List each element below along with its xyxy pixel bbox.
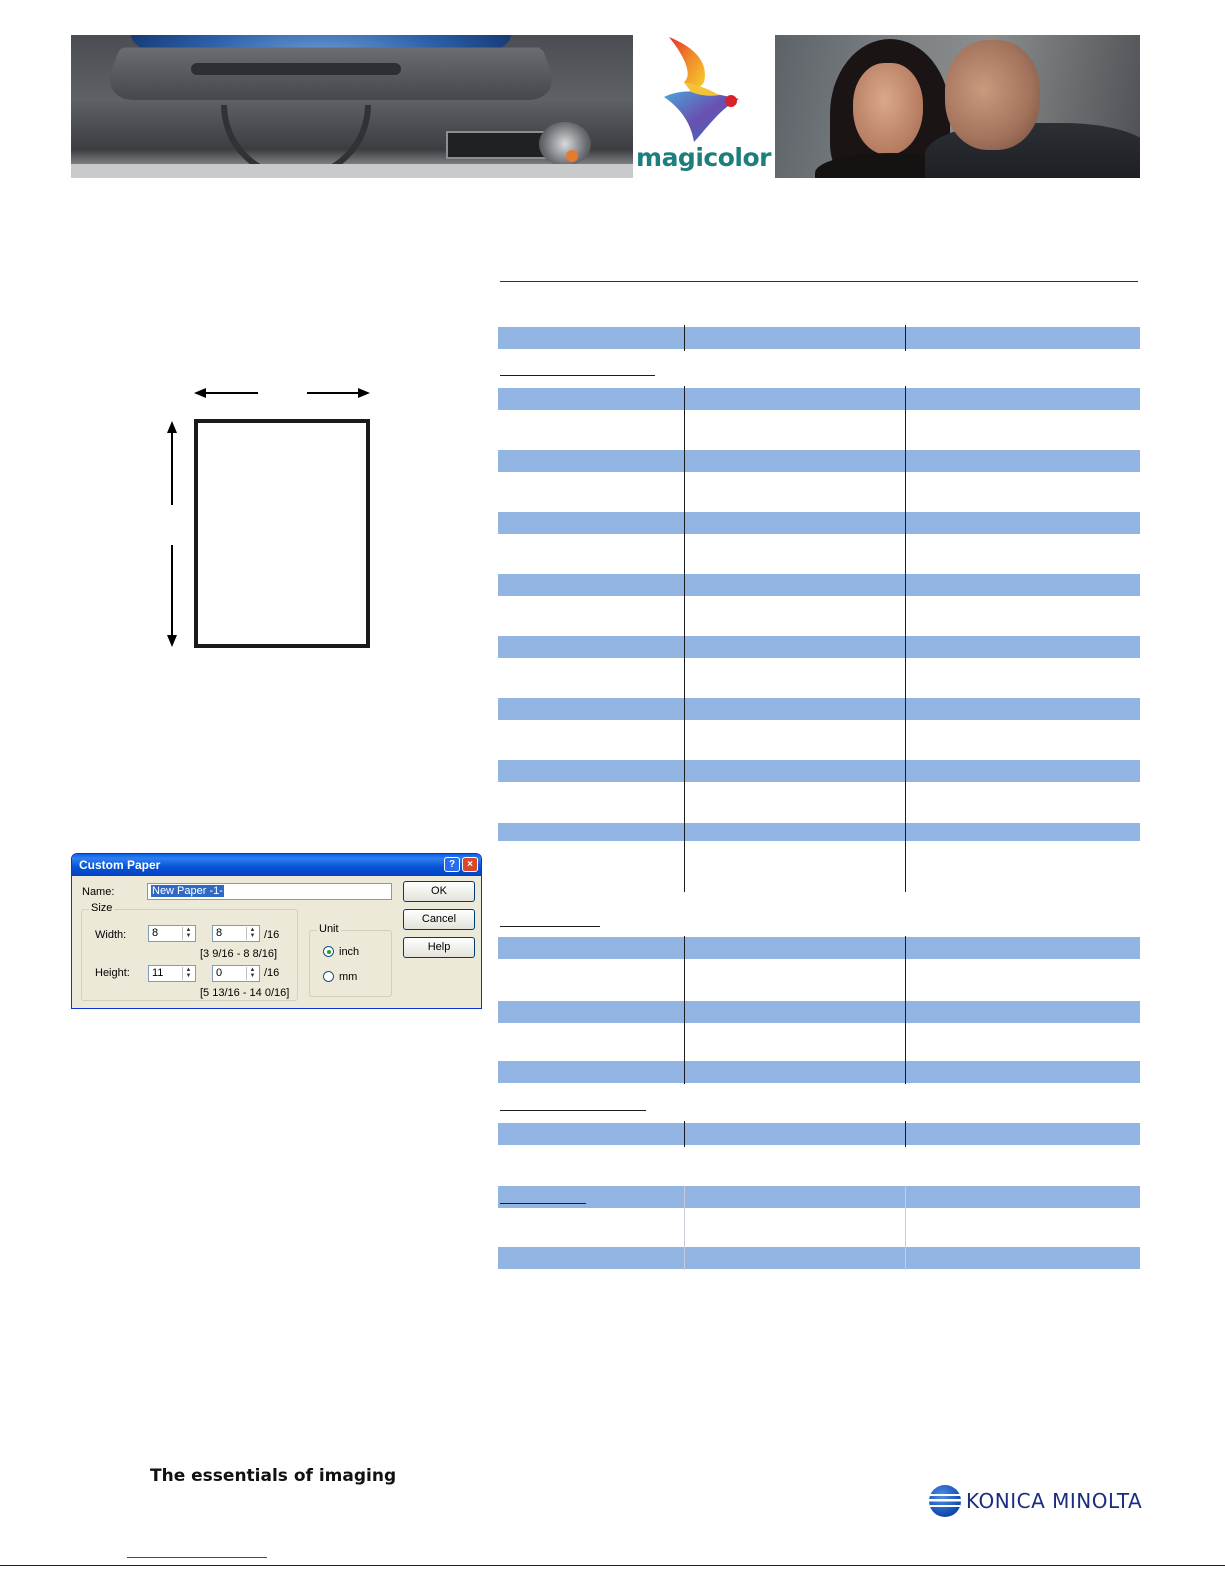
magicolor-wordmark: magicolor — [636, 143, 771, 172]
column-divider — [684, 1121, 685, 1147]
table-row-band — [498, 1247, 1140, 1269]
table-row-band — [498, 937, 1140, 959]
dialog-titlebar — [72, 854, 481, 876]
konica-minolta-logo — [928, 1484, 1143, 1520]
height-input[interactable] — [148, 965, 196, 982]
column-divider — [684, 936, 685, 1084]
unit-mm-label: mm — [339, 971, 358, 983]
people-photo — [775, 35, 1140, 178]
printer-cancel-button — [566, 150, 578, 162]
height-fraction-input[interactable] — [212, 965, 260, 982]
unit-group — [309, 923, 392, 997]
table-header-band — [498, 327, 1140, 349]
tray-handle — [191, 63, 401, 75]
cancel-button[interactable]: Cancel — [403, 909, 475, 930]
footer-link-underline — [127, 1557, 267, 1558]
konica-minolta-wordmark: KONICA MINOLTA — [966, 1489, 1143, 1513]
dialog-title: Custom Paper — [79, 858, 161, 872]
tagline: The essentials of imaging — [150, 1466, 397, 1486]
magicolor-emblem-icon — [649, 37, 759, 142]
unit-inch-label: inch — [339, 946, 360, 958]
width-input[interactable] — [148, 925, 196, 942]
width-fraction-value: 8 — [216, 927, 223, 939]
table-row-band — [498, 698, 1140, 720]
table-row-band — [498, 450, 1140, 472]
column-divider — [905, 325, 906, 351]
column-divider — [905, 1121, 906, 1147]
name-field[interactable] — [147, 883, 392, 900]
name-value: New Paper -1- — [152, 885, 223, 897]
height-value: 11 — [152, 967, 164, 979]
height-spinner-icon[interactable]: ▲ ▼ — [182, 967, 194, 980]
column-top-rule — [500, 281, 1138, 282]
table-row-band — [498, 512, 1140, 534]
section-heading-rule — [500, 1110, 646, 1111]
unit-mm-radio[interactable] — [323, 971, 334, 982]
height-fraction-spinner-icon[interactable]: ▲ ▼ — [246, 967, 258, 980]
printer-photo — [71, 35, 633, 178]
paper-size-diagram — [150, 375, 390, 655]
unit-inch-radio[interactable] — [323, 946, 334, 957]
table-row-band — [498, 636, 1140, 658]
size-group-title: Size — [91, 902, 113, 914]
table-row-band — [498, 823, 1140, 841]
footer-rule — [0, 1565, 1225, 1566]
section-heading-rule — [500, 375, 655, 376]
table-row-band — [498, 388, 1140, 410]
column-divider — [684, 386, 685, 892]
table-row-band — [498, 1001, 1140, 1023]
magicolor-logo — [633, 35, 774, 178]
width-range: [3 9/16 - 8 8/16] — [200, 948, 278, 960]
width-fraction-spinner-icon[interactable]: ▲ ▼ — [246, 927, 258, 940]
konica-globe-icon — [928, 1484, 962, 1518]
height-label: Height: — [95, 967, 130, 979]
table-row-band — [498, 1186, 1140, 1208]
column-divider — [684, 1186, 685, 1270]
section-heading-rule — [500, 1203, 586, 1204]
height-unit: /16 — [264, 967, 280, 979]
width-unit: /16 — [264, 929, 280, 941]
width-fraction-input[interactable] — [212, 925, 260, 942]
section-heading-rule — [500, 926, 600, 927]
unit-group-title: Unit — [319, 923, 339, 935]
printer-control-pad — [539, 122, 591, 166]
column-divider — [684, 325, 685, 351]
column-divider — [905, 1186, 906, 1270]
printer-base-strip — [71, 164, 633, 178]
column-divider — [905, 386, 906, 892]
close-icon[interactable]: × — [462, 857, 478, 872]
man-head — [945, 40, 1040, 150]
custom-paper-dialog — [71, 853, 482, 1009]
table-row-band — [498, 760, 1140, 782]
column-divider — [905, 936, 906, 1084]
help-button[interactable]: Help — [403, 937, 475, 958]
woman-face — [853, 63, 923, 155]
help-icon[interactable]: ? — [444, 857, 460, 872]
height-fraction-value: 0 — [216, 967, 223, 979]
name-label: Name: — [82, 886, 115, 898]
width-spinner-icon[interactable]: ▲ ▼ — [182, 927, 194, 940]
height-range: [5 13/16 - 14 0/16] — [200, 987, 290, 999]
width-value: 8 — [152, 927, 159, 939]
ok-button[interactable]: OK — [403, 881, 475, 902]
table-row-band — [498, 1061, 1140, 1083]
table-row-band — [498, 574, 1140, 596]
table-row-band — [498, 1123, 1140, 1145]
width-label: Width: — [95, 929, 127, 941]
